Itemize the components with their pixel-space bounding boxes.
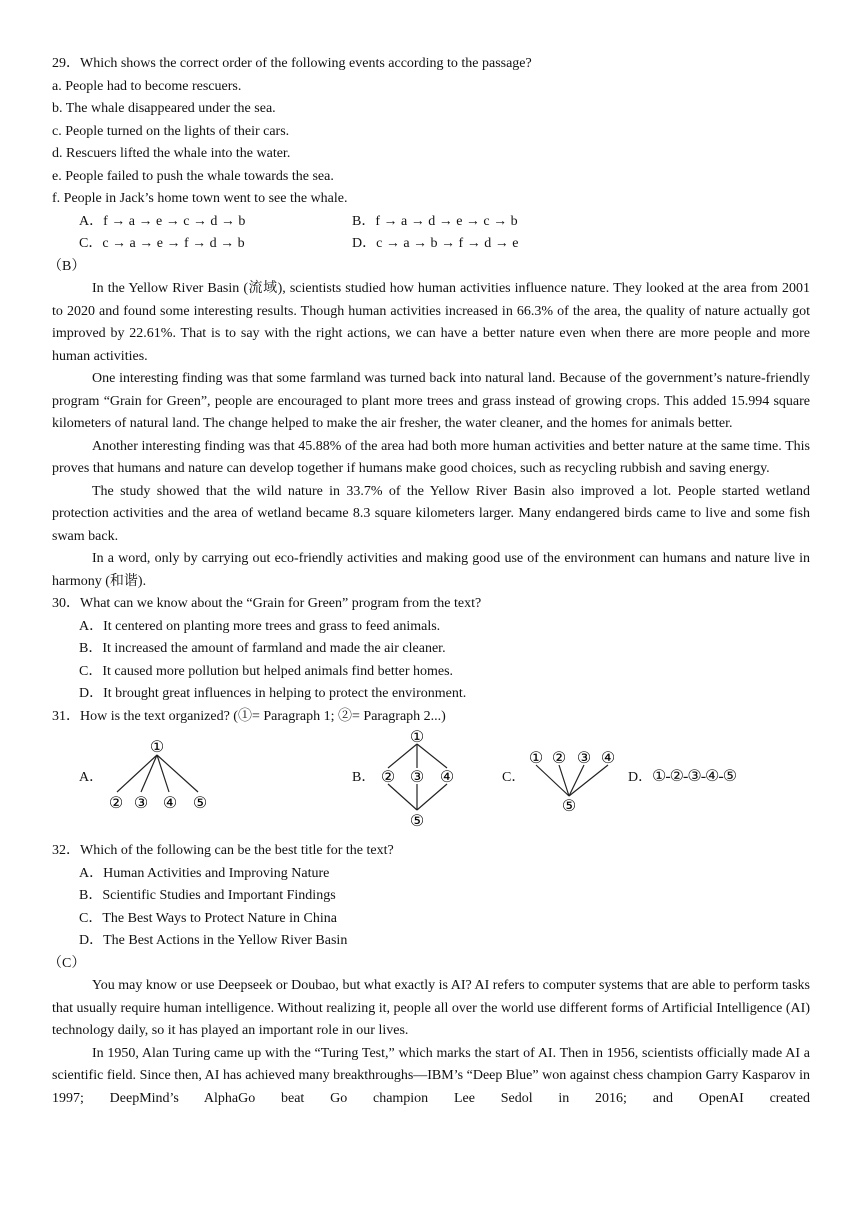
q31-option-c-label[interactable]: C． xyxy=(502,770,526,785)
q29-event-a: a. People had to become rescuers. xyxy=(52,78,242,94)
q31-option-b-label[interactable]: B． xyxy=(352,770,376,785)
q29-event-f: f. People in Jack’s home town went to see the whale. xyxy=(52,191,348,206)
q31-b-node-4: ④ xyxy=(439,769,455,786)
q31-a-node-1: ① xyxy=(149,739,165,756)
q30-option-c[interactable]: C．It caused more pollution but helped animals find better homes. xyxy=(79,663,454,679)
q31-b-node-2: ② xyxy=(380,769,396,786)
section-b-paragraph-4: The study showed that the wild nature in 33.7% of the Yellow River Basin also improved a lot. People started wetland protection activities and the area of wetland became 8.3 square kilometers larger. Many endangered birds came to live and some fish swam back. xyxy=(52,483,810,544)
q31-option-d-label[interactable]: D． xyxy=(628,770,653,785)
q31-c-node-4: ④ xyxy=(600,750,616,767)
q29-option-b[interactable]: B．f → a → d → e → c → b xyxy=(352,213,518,229)
q29-event-e: e. People failed to push the whale towards the sea. xyxy=(52,168,334,184)
q29-event-b: b. The whale disappeared under the sea. xyxy=(52,101,276,116)
section-b-paragraph-5: In a word, only by carrying out eco-friendly activities and making good use of the environment can humans and nature live in harmony (和谐). xyxy=(52,551,810,589)
q31-option-b-diagram[interactable] xyxy=(374,726,464,832)
q30-option-b[interactable]: B．It increased the amount of farmland and made the air cleaner. xyxy=(79,641,446,656)
q32-stem: 32．Which of the following can be the best title for the text? xyxy=(52,843,394,858)
q29-event-d: d. Rescuers lifted the whale into the water. xyxy=(52,146,291,161)
q29-event-c: c. People turned on the lights of their cars. xyxy=(52,123,290,139)
q29-option-a[interactable]: A．f → a → e → c → d → b xyxy=(79,213,246,229)
section-b-paragraph-1: In the Yellow River Basin (流域), scientists studied how human activities influence nature. They looked at the area from 2001 to 2020 and found some interesting results. Though human activities increased in 66.3% of the area, the quality of nature actually got improved by 22.61%. That is to say with the right actions, we can have a better nature even when there are more people and more human activities. xyxy=(52,281,810,364)
q31-a-node-5: ⑤ xyxy=(192,795,208,812)
section-b-label: （B） xyxy=(48,258,86,274)
q31-options-diagrams xyxy=(52,728,810,840)
q32-option-b[interactable]: B．Scientific Studies and Important Findings xyxy=(79,888,336,903)
worksheet-page xyxy=(48,53,810,1110)
q29-stem: 29．Which shows the correct order of the following events according to the passage? xyxy=(52,56,532,71)
q31-a-node-3: ③ xyxy=(133,795,149,812)
q31-a-node-4: ④ xyxy=(162,795,178,812)
section-c-label: （C） xyxy=(48,955,86,971)
q31-option-a-label[interactable]: A． xyxy=(79,770,104,785)
q30-option-d[interactable]: D．It brought great influences in helping to protect the environment. xyxy=(79,686,467,701)
q31-c-node-5: ⑤ xyxy=(561,798,577,813)
q31-c-node-2: ② xyxy=(551,750,567,767)
q31-a-node-2: ② xyxy=(108,795,124,812)
q29-option-c[interactable]: C．c → a → e → f → d → b xyxy=(79,236,245,251)
q32-option-c[interactable]: C．The Best Ways to Protect Nature in China xyxy=(79,910,337,926)
q31-c-node-1: ① xyxy=(528,750,544,767)
section-b-paragraph-3: Another interesting finding was that 45.88% of the area had both more human activities and better nature at the same time. This proves that humans and nature can develop together if humans make good choices, such as recycling rubbish and saving energy. xyxy=(52,438,810,476)
section-c-paragraph-2: In 1950, Alan Turing came up with the “Turing Test,” which marks the start of AI. Then in 1956, scientists officially made AI a scientific field. Since then, AI has achieved many breakthroughs—IBM’s “Deep Blue” won against chess champion Garry Kasparov in 1997; DeepMind’s AlphaGo beat Go champion Lee Sedol in 2016; and OpenAI created xyxy=(52,1045,810,1106)
q29-option-d[interactable]: D．c → a → b → f → d → e xyxy=(352,236,519,251)
q32-option-a[interactable]: A．Human Activities and Improving Nature xyxy=(79,865,330,881)
q29-options-row-2 xyxy=(52,233,810,256)
q31-b-node-3: ③ xyxy=(409,769,425,786)
q31-option-c-diagram[interactable] xyxy=(526,748,626,813)
q31-option-d-diagram[interactable]: ①-②-③-④-⑤ xyxy=(652,768,737,785)
q31-b-node-5: ⑤ xyxy=(409,813,425,830)
q31-b-node-1: ① xyxy=(409,729,425,746)
section-b-paragraph-2: One interesting finding was that some farmland was turned back into natural land. Because of the government’s nature-friendly program “Grain for Green”, people are encouraged to plant more trees and grass instead of growing crops. This added 15.994 square kilometers of natural land. The change helped to make the air fresher, the water cleaner, and the homes for animals better. xyxy=(52,371,810,431)
q29-options-row-1 xyxy=(52,211,810,234)
q32-option-d[interactable]: D．The Best Actions in the Yellow River Basin xyxy=(79,933,348,948)
q30-stem: 30．What can we know about the “Grain for Green” program from the text? xyxy=(52,596,482,611)
section-c-paragraph-1: You may know or use Deepseek or Doubao, but what exactly is AI? AI refers to computer systems that are able to perform tasks that usually require human intelligence. Without realizing it, people all over the world use different forms of Artificial Intelligence (AI) technology daily, so it has played an important role in our lives. xyxy=(52,978,810,1038)
q31-option-a-diagram[interactable] xyxy=(104,738,214,813)
q31-stem: 31．How is the text organized? (①= Paragraph 1; ②= Paragraph 2...) xyxy=(52,708,446,724)
q30-option-a[interactable]: A．It centered on planting more trees and grass to feed animals. xyxy=(79,618,441,634)
q31-c-node-3: ③ xyxy=(576,750,592,767)
